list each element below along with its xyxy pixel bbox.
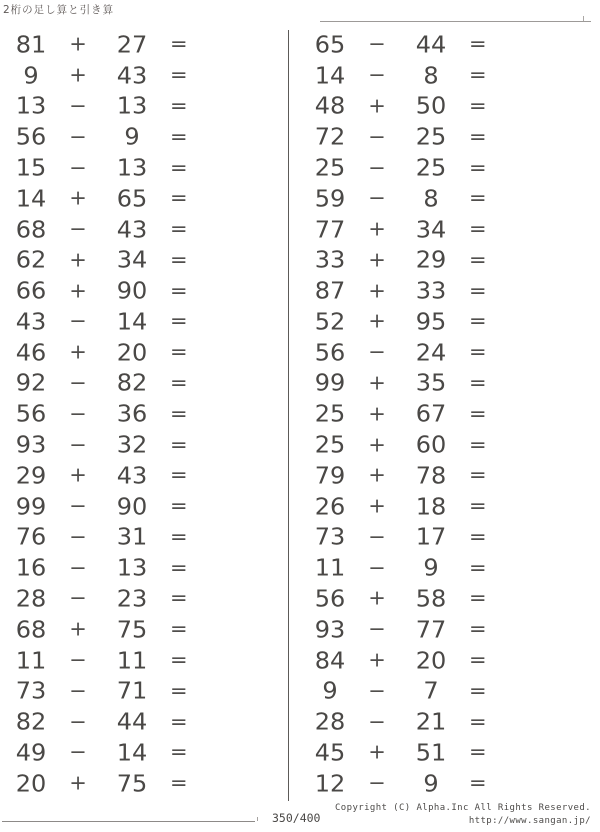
equals-sign: =	[170, 340, 188, 364]
equals-sign: =	[170, 710, 188, 734]
equals-sign: =	[170, 279, 188, 303]
operand-b: 17	[415, 523, 447, 551]
problems-column-right	[299, 30, 594, 800]
equals-sign: =	[170, 648, 188, 672]
operator: +	[69, 248, 87, 272]
operator: +	[69, 340, 87, 364]
equals-sign: =	[170, 463, 188, 487]
problem-row	[299, 430, 594, 461]
operator: +	[368, 433, 386, 457]
operator: −	[69, 125, 87, 149]
operator: +	[368, 248, 386, 272]
operator: +	[69, 279, 87, 303]
equals-sign: =	[469, 617, 487, 641]
problem-row	[0, 337, 288, 368]
equals-sign: =	[469, 402, 487, 426]
problem-row	[0, 183, 288, 214]
operand-a: 87	[314, 277, 346, 305]
operand-b: 36	[116, 400, 148, 428]
operand-a: 99	[314, 370, 346, 397]
problem-row	[0, 30, 288, 61]
problem-row	[0, 122, 288, 153]
operand-b: 95	[415, 308, 447, 336]
problem-row	[0, 707, 288, 738]
operator: −	[69, 309, 87, 333]
operand-b: 23	[116, 585, 148, 613]
equals-sign: =	[469, 156, 487, 180]
operand-a: 14	[15, 185, 47, 213]
operand-a: 26	[314, 493, 346, 521]
operator: −	[69, 740, 87, 764]
operand-a: 15	[15, 154, 47, 182]
operand-b: 20	[116, 339, 148, 367]
operand-a: 45	[314, 739, 346, 767]
equals-sign: =	[170, 63, 188, 87]
equals-sign: =	[170, 617, 188, 641]
top-rule	[320, 21, 591, 22]
copyright-notice	[335, 802, 591, 827]
operand-b: 34	[116, 246, 148, 274]
problem-row	[299, 30, 594, 61]
operand-b: 51	[415, 739, 447, 767]
operator: −	[69, 648, 87, 672]
operand-a: 82	[15, 708, 47, 736]
top-rule-tick	[583, 16, 584, 21]
equals-sign: =	[469, 186, 487, 210]
operand-b: 90	[116, 277, 148, 305]
operand-b: 21	[415, 708, 447, 736]
operand-a: 11	[15, 647, 47, 674]
operand-b: 13	[116, 554, 148, 582]
equals-sign: =	[170, 679, 188, 703]
operand-a: 72	[314, 123, 346, 151]
problem-row	[299, 337, 594, 368]
problem-row	[299, 399, 594, 430]
operator: +	[368, 94, 386, 118]
problem-row	[299, 491, 594, 522]
problem-row	[0, 214, 288, 245]
page-title: 2桁の足し算と引き算	[3, 4, 115, 16]
problem-row	[299, 522, 594, 553]
operand-b: 82	[116, 370, 148, 397]
problem-row	[0, 276, 288, 307]
operand-b: 60	[415, 431, 447, 459]
operator: −	[69, 371, 87, 395]
operand-a: 12	[314, 770, 346, 798]
operator: −	[368, 710, 386, 734]
operator: −	[368, 63, 386, 87]
operand-b: 7	[423, 677, 439, 705]
equals-sign: =	[469, 586, 487, 610]
problem-row	[299, 153, 594, 184]
operand-a: 73	[15, 677, 47, 705]
operator: +	[368, 217, 386, 241]
operand-b: 78	[415, 462, 447, 490]
equals-sign: =	[469, 248, 487, 272]
problem-row	[0, 491, 288, 522]
operand-b: 50	[415, 93, 447, 120]
operator: −	[69, 679, 87, 703]
problem-row	[0, 614, 288, 645]
operand-a: 25	[314, 400, 346, 428]
problem-row	[299, 707, 594, 738]
page-number: 350/400	[272, 811, 321, 825]
equals-sign: =	[469, 679, 487, 703]
problem-row	[299, 307, 594, 338]
equals-sign: =	[170, 156, 188, 180]
problem-row	[0, 645, 288, 676]
problem-row	[0, 153, 288, 184]
operator: +	[368, 740, 386, 764]
equals-sign: =	[170, 586, 188, 610]
copyright-line: Copyright (C) Alpha.Inc All Rights Reserved.	[334, 803, 591, 813]
operand-a: 16	[15, 554, 47, 582]
operator: −	[69, 586, 87, 610]
operator: −	[368, 617, 386, 641]
problem-row	[0, 307, 288, 338]
problem-row	[0, 399, 288, 430]
problem-row	[299, 368, 594, 399]
operator: +	[368, 371, 386, 395]
operand-a: 77	[314, 216, 346, 244]
operand-b: 35	[415, 370, 447, 397]
operand-a: 79	[314, 462, 346, 490]
operand-b: 43	[116, 216, 148, 244]
equals-sign: =	[170, 371, 188, 395]
operand-a: 9	[23, 62, 39, 90]
operator: −	[368, 556, 386, 580]
operand-a: 33	[314, 246, 346, 274]
operator: −	[368, 32, 386, 56]
operand-a: 73	[314, 523, 346, 551]
problem-row	[299, 91, 594, 122]
equals-sign: =	[469, 710, 487, 734]
equals-sign: =	[170, 94, 188, 118]
equals-sign: =	[170, 433, 188, 457]
operator: +	[368, 494, 386, 518]
operator: −	[69, 710, 87, 734]
operand-b: 8	[423, 185, 439, 213]
operand-b: 25	[415, 154, 447, 182]
problem-row	[0, 737, 288, 768]
equals-sign: =	[170, 771, 188, 795]
operand-b: 65	[116, 185, 148, 213]
equals-sign: =	[170, 556, 188, 580]
problem-row	[0, 768, 288, 799]
problem-row	[299, 553, 594, 584]
operand-a: 56	[15, 400, 47, 428]
operand-b: 44	[415, 31, 447, 59]
operator: −	[368, 186, 386, 210]
operand-b: 29	[415, 246, 447, 274]
equals-sign: =	[469, 648, 487, 672]
problem-row	[0, 245, 288, 276]
problem-row	[299, 245, 594, 276]
operand-b: 25	[415, 123, 447, 151]
operator: −	[368, 679, 386, 703]
equals-sign: =	[469, 371, 487, 395]
operator: +	[69, 771, 87, 795]
problem-row	[299, 676, 594, 707]
operator: −	[69, 217, 87, 241]
equals-sign: =	[170, 217, 188, 241]
operand-a: 46	[15, 339, 47, 367]
equals-sign: =	[170, 494, 188, 518]
equals-sign: =	[170, 525, 188, 549]
operand-a: 43	[15, 308, 47, 336]
operand-b: 71	[116, 677, 148, 705]
operand-b: 9	[423, 554, 439, 582]
operand-b: 34	[415, 216, 447, 244]
operand-b: 27	[116, 31, 148, 59]
operand-a: 25	[314, 431, 346, 459]
operand-a: 68	[15, 216, 47, 244]
equals-sign: =	[469, 771, 487, 795]
equals-sign: =	[469, 433, 487, 457]
operand-a: 62	[15, 246, 47, 274]
equals-sign: =	[170, 32, 188, 56]
equals-sign: =	[469, 463, 487, 487]
operator: −	[69, 556, 87, 580]
operand-a: 56	[15, 123, 47, 151]
problem-row	[0, 430, 288, 461]
bottom-rule	[2, 821, 255, 822]
operand-b: 20	[415, 647, 447, 674]
operand-b: 43	[116, 462, 148, 490]
operand-b: 75	[116, 616, 148, 644]
equals-sign: =	[469, 94, 487, 118]
operand-b: 13	[116, 154, 148, 182]
operator: +	[368, 586, 386, 610]
equals-sign: =	[469, 32, 487, 56]
operand-a: 52	[314, 308, 346, 336]
operator: −	[368, 340, 386, 364]
problems-column-left	[0, 30, 288, 800]
problem-row	[299, 183, 594, 214]
operator: −	[368, 525, 386, 549]
problem-row	[0, 460, 288, 491]
equals-sign: =	[469, 494, 487, 518]
operand-b: 43	[116, 62, 148, 90]
problem-row	[299, 122, 594, 153]
equals-sign: =	[469, 740, 487, 764]
operator: +	[69, 463, 87, 487]
operand-a: 56	[314, 339, 346, 367]
operator: −	[69, 525, 87, 549]
operator: +	[368, 648, 386, 672]
operand-b: 33	[415, 277, 447, 305]
operand-a: 49	[15, 739, 47, 767]
operand-b: 24	[415, 339, 447, 367]
problem-row	[0, 553, 288, 584]
operand-b: 32	[116, 431, 148, 459]
operand-a: 29	[15, 462, 47, 490]
operator: −	[69, 433, 87, 457]
operand-a: 93	[314, 616, 346, 644]
operand-b: 77	[415, 616, 447, 644]
problem-row	[299, 460, 594, 491]
problem-row	[299, 60, 594, 91]
operand-a: 59	[314, 185, 346, 213]
operand-b: 67	[415, 400, 447, 428]
operand-b: 31	[116, 523, 148, 551]
operator: +	[69, 186, 87, 210]
operand-a: 13	[15, 93, 47, 120]
problem-row	[299, 584, 594, 615]
operand-a: 28	[15, 585, 47, 613]
problem-row	[0, 368, 288, 399]
operator: +	[368, 402, 386, 426]
operand-b: 14	[116, 739, 148, 767]
operand-b: 18	[415, 493, 447, 521]
operand-a: 65	[314, 31, 346, 59]
operator: −	[69, 94, 87, 118]
operator: −	[368, 156, 386, 180]
problem-row	[299, 645, 594, 676]
problem-row	[299, 737, 594, 768]
problem-row	[299, 276, 594, 307]
operand-a: 99	[15, 493, 47, 521]
operand-a: 84	[314, 647, 346, 674]
operator: +	[69, 617, 87, 641]
operator: −	[368, 771, 386, 795]
equals-sign: =	[170, 186, 188, 210]
equals-sign: =	[469, 556, 487, 580]
operand-b: 8	[423, 62, 439, 90]
operand-a: 92	[15, 370, 47, 397]
operator: +	[69, 63, 87, 87]
operator: +	[368, 279, 386, 303]
equals-sign: =	[170, 125, 188, 149]
operand-a: 76	[15, 523, 47, 551]
equals-sign: =	[469, 525, 487, 549]
operand-a: 9	[322, 677, 338, 705]
equals-sign: =	[469, 217, 487, 241]
operand-a: 25	[314, 154, 346, 182]
equals-sign: =	[170, 740, 188, 764]
equals-sign: =	[469, 340, 487, 364]
operator: +	[69, 32, 87, 56]
operator: +	[368, 309, 386, 333]
operand-b: 90	[116, 493, 148, 521]
operand-b: 13	[116, 93, 148, 120]
operand-b: 44	[116, 708, 148, 736]
operand-a: 68	[15, 616, 47, 644]
operator: −	[69, 156, 87, 180]
problem-row	[0, 584, 288, 615]
problem-row	[0, 60, 288, 91]
operand-a: 56	[314, 585, 346, 613]
operator: −	[69, 402, 87, 426]
problem-row	[0, 676, 288, 707]
problem-row	[0, 91, 288, 122]
operand-a: 20	[15, 770, 47, 798]
operand-a: 93	[15, 431, 47, 459]
operand-a: 11	[314, 554, 346, 582]
equals-sign: =	[170, 402, 188, 426]
bottom-rule-tick	[257, 817, 258, 821]
operator: −	[368, 125, 386, 149]
copyright-url: http://www.sangan.jp/	[468, 815, 591, 826]
operator: +	[368, 463, 386, 487]
operand-a: 66	[15, 277, 47, 305]
equals-sign: =	[469, 63, 487, 87]
equals-sign: =	[469, 279, 487, 303]
operand-b: 75	[116, 770, 148, 798]
equals-sign: =	[469, 309, 487, 333]
problem-row	[299, 614, 594, 645]
problem-row	[299, 214, 594, 245]
problem-row	[299, 768, 594, 799]
equals-sign: =	[170, 309, 188, 333]
problem-row	[0, 522, 288, 553]
operand-b: 9	[423, 770, 439, 798]
operand-a: 48	[314, 93, 346, 120]
operand-a: 14	[314, 62, 346, 90]
operand-a: 81	[15, 31, 47, 59]
equals-sign: =	[170, 248, 188, 272]
equals-sign: =	[469, 125, 487, 149]
operand-a: 28	[314, 708, 346, 736]
operand-b: 9	[124, 123, 140, 151]
operand-b: 14	[116, 308, 148, 336]
operand-b: 11	[116, 647, 148, 674]
operand-b: 58	[415, 585, 447, 613]
operator: −	[69, 494, 87, 518]
